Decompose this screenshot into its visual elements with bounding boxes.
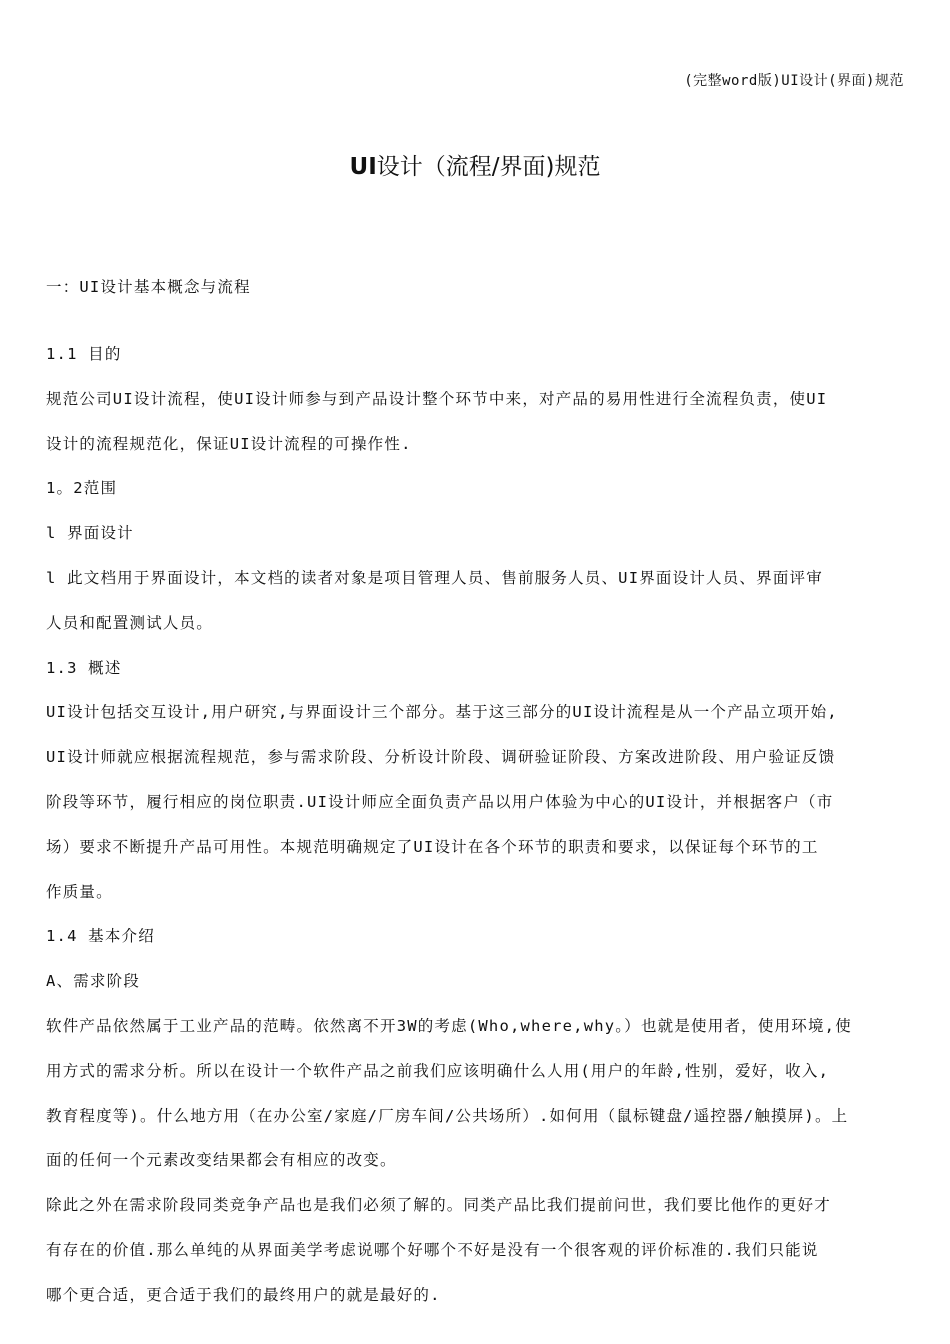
text-line: 1.4 基本介绍 bbox=[46, 927, 155, 946]
text-line: UI设计包括交互设计,用户研究,与界面设计三个部分。基于这三部分的UI设计流程是从一个产品立项开始, bbox=[46, 703, 838, 722]
text-line: 软件产品依然属于工业产品的范畴。依然离不开3W的考虑(Who,where,why。）也就是使用者，使用环境,使 bbox=[46, 1016, 852, 1035]
text-line: 阶段等环节，履行相应的岗位职责.UI设计师应全面负责产品以用户体验为中心的UI设计，并根据客户（市 bbox=[46, 792, 834, 811]
text-line: 面的任何一个元素改变结果都会有相应的改变。 bbox=[46, 1151, 397, 1170]
page-header: (完整word版)UI设计(界面)规范 bbox=[684, 73, 904, 89]
text-line: 设计的流程规范化，保证UI设计流程的可操作性. bbox=[46, 434, 412, 453]
text-line: UI设计师就应根据流程规范，参与需求阶段、分析设计阶段、调研验证阶段、方案改进阶段、用户验证反馈 bbox=[46, 748, 836, 767]
text-line: 哪个更合适，更合适于我们的最终用户的就是最好的. bbox=[46, 1285, 441, 1304]
document-body bbox=[46, 276, 904, 1329]
text-line: 1。2范围 bbox=[46, 479, 118, 498]
text-line: l 界面设计 bbox=[46, 524, 134, 543]
text-line: l 此文档用于界面设计，本文档的读者对象是项目管理人员、售前服务人员、UI界面设计人员、界面评审 bbox=[46, 568, 823, 587]
title-rest: 设计（流程/界面)规范 bbox=[376, 154, 601, 180]
text-line: 作质量。 bbox=[46, 882, 113, 901]
text-line: 1.1 目的 bbox=[46, 345, 122, 363]
text-line: 规范公司UI设计流程，使UI设计师参与到产品设计整个环节中来，对产品的易用性进行全流程负责，使UI bbox=[46, 389, 828, 408]
title-bold-part: UI bbox=[349, 154, 377, 180]
text-line: A、需求阶段 bbox=[46, 972, 141, 991]
text-line: 除此之外在需求阶段同类竞争产品也是我们必须了解的。同类产品比我们提前问世，我们要比他作的更好才 bbox=[46, 1196, 831, 1215]
text-line: 教育程度等)。什么地方用（在办公室/家庭/厂房车间/公共场所）.如何用（鼠标键盘/遥控器/触摸屏)。上 bbox=[46, 1106, 849, 1125]
text-line: 1.3 概述 bbox=[46, 658, 122, 677]
text-line: 场）要求不断提升产品可用性。本规范明确规定了UI设计在各个环节的职责和要求，以保证每个环节的工 bbox=[46, 837, 819, 856]
text-line: 人员和配置测试人员。 bbox=[46, 613, 214, 632]
document-title bbox=[0, 148, 950, 181]
text-line: 有存在的价值.那么单纯的从界面美学考虑说哪个好哪个不好是没有一个很客观的评价标准的.我们只能说 bbox=[46, 1240, 819, 1259]
text-line: 一：UI设计基本概念与流程 bbox=[46, 278, 251, 296]
text-line: 用方式的需求分析。所以在设计一个软件产品之前我们应该明确什么人用(用户的年龄,性别，爱好，收入, bbox=[46, 1061, 830, 1080]
text-line bbox=[46, 299, 904, 343]
